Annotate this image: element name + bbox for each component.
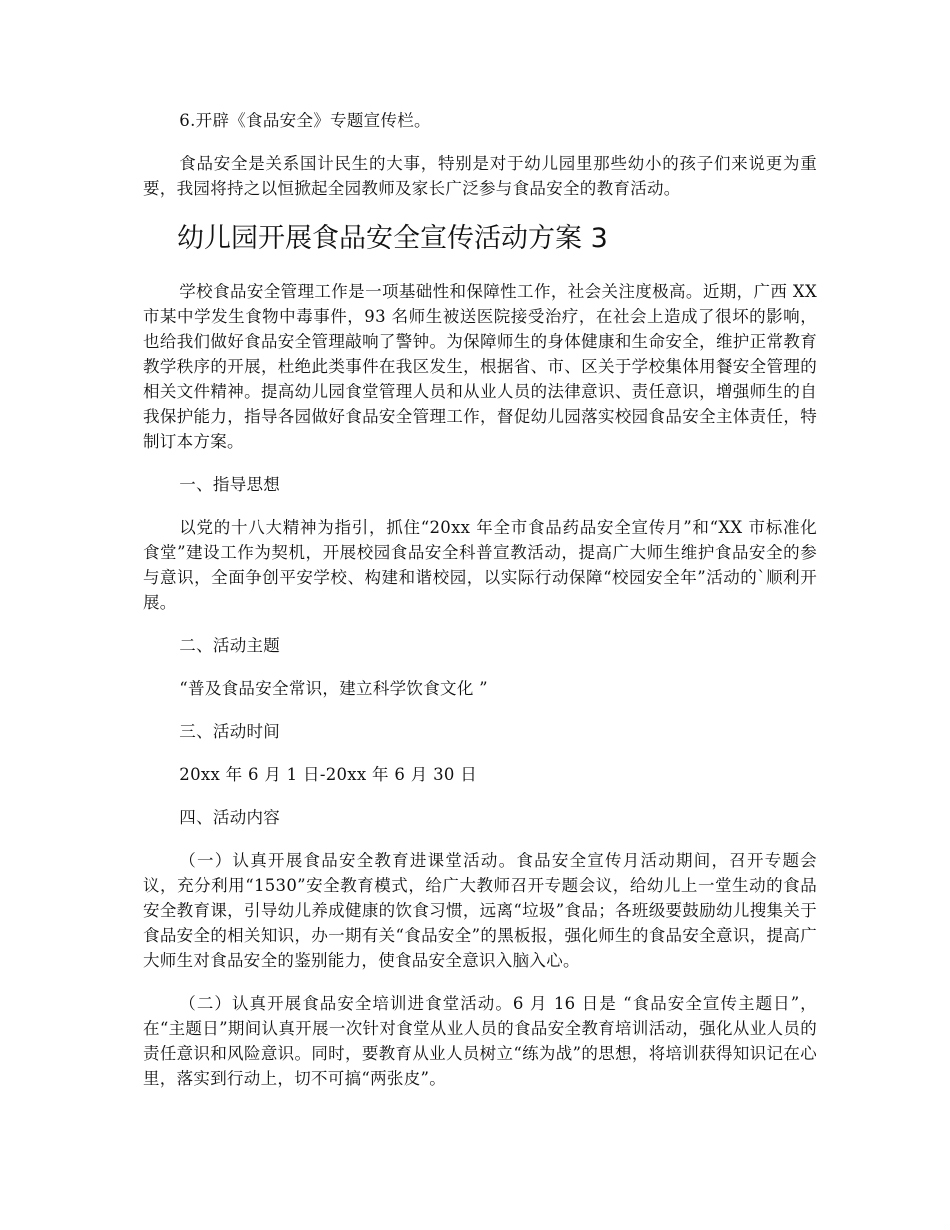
theme-text: “普及食品安全常识，建立科学饮食文化 ” bbox=[179, 679, 488, 698]
intro-item: 6.开辟《食品安全》专题宣传栏。 bbox=[179, 111, 431, 130]
intro-paragraph: 食品安全是关系国计民生的大事，特别是对于幼儿园里那些幼小的孩子们来说更为重要，我园将持之以恒掀起全园教师及家长广泛参与食品安全的教育活动。 bbox=[143, 154, 817, 198]
heading-activity-time: 三、活动时间 bbox=[179, 722, 281, 741]
content-item-1: （一）认真开展食品安全教育进课堂活动。食品安全宣传月活动期间，召开专题会议，充分利用“1530”安全教育模式，给广大教师召开专题会议，给幼儿上一堂生动的食品安全教育课，引导幼儿养成健康的饮食习惯，远离“垃圾”食品；各班级要鼓励幼儿搜集关于食品安全的相关知识，办一期有关“食品安全”的黑板报，强化师生的食品安全意识，提高广大师生对食品安全的鉴别能力，使食品安全意识入脑入心。 bbox=[143, 851, 817, 970]
heading-activity-theme: 二、活动主题 bbox=[179, 636, 281, 655]
section-title: 幼儿园开展食品安全宣传活动方案 3 bbox=[177, 223, 608, 254]
background-paragraph: 学校食品安全管理工作是一项基础性和保障性工作，社会关注度极高。近期，广西 XX 市某中学发生食物中毒事件，93 名师生被送医院接受治疗，在社会上造成了很坏的影响，也给我们做好食品安全管理敲响了警钟。为保障师生的身体健康和生命安全，维护正常教育教学秩序的开展，杜绝此类事件在我区发生，根据省、市、区关于学校集体用餐安全管理的相关文件精神。提高幼儿园食堂管理人员和从业人员的法律意识、责任意识，增强师生的自我保护能力，指导各园做好食品安全管理工作，督促幼儿园落实校园食品安全主体责任，特制订本方案。 bbox=[143, 282, 817, 451]
guiding-paragraph: 以党的十八大精神为指引，抓住“20xx 年全市食品药品安全宣传月”和“XX 市标准化食堂”建设工作为契机，开展校园食品安全科普宣教活动，提高广大师生维护食品安全的参与意识，全面争创平安学校、构建和谐校园，以实际行动保障“校园安全年”活动的`顺利开展。 bbox=[143, 518, 817, 612]
content-item-2: （二）认真开展食品安全培训进食堂活动。6 月 16 日是 “食品安全宣传主题日”，在“主题日”期间认真开展一次针对食堂从业人员的食品安全教育培训活动，强化从业人员的责任意识和风险意识。同时，要教育从业人员树立“练为战”的思想，将培训获得知识记在心里，落实到行动上，切不可搞“两张皮”。 bbox=[143, 994, 817, 1088]
heading-activity-content: 四、活动内容 bbox=[179, 808, 281, 827]
heading-guiding-ideology: 一、指导思想 bbox=[179, 475, 281, 494]
document-body bbox=[143, 108, 817, 1109]
time-text: 20xx 年 6 月 1 日-20xx 年 6 月 30 日 bbox=[179, 765, 478, 784]
